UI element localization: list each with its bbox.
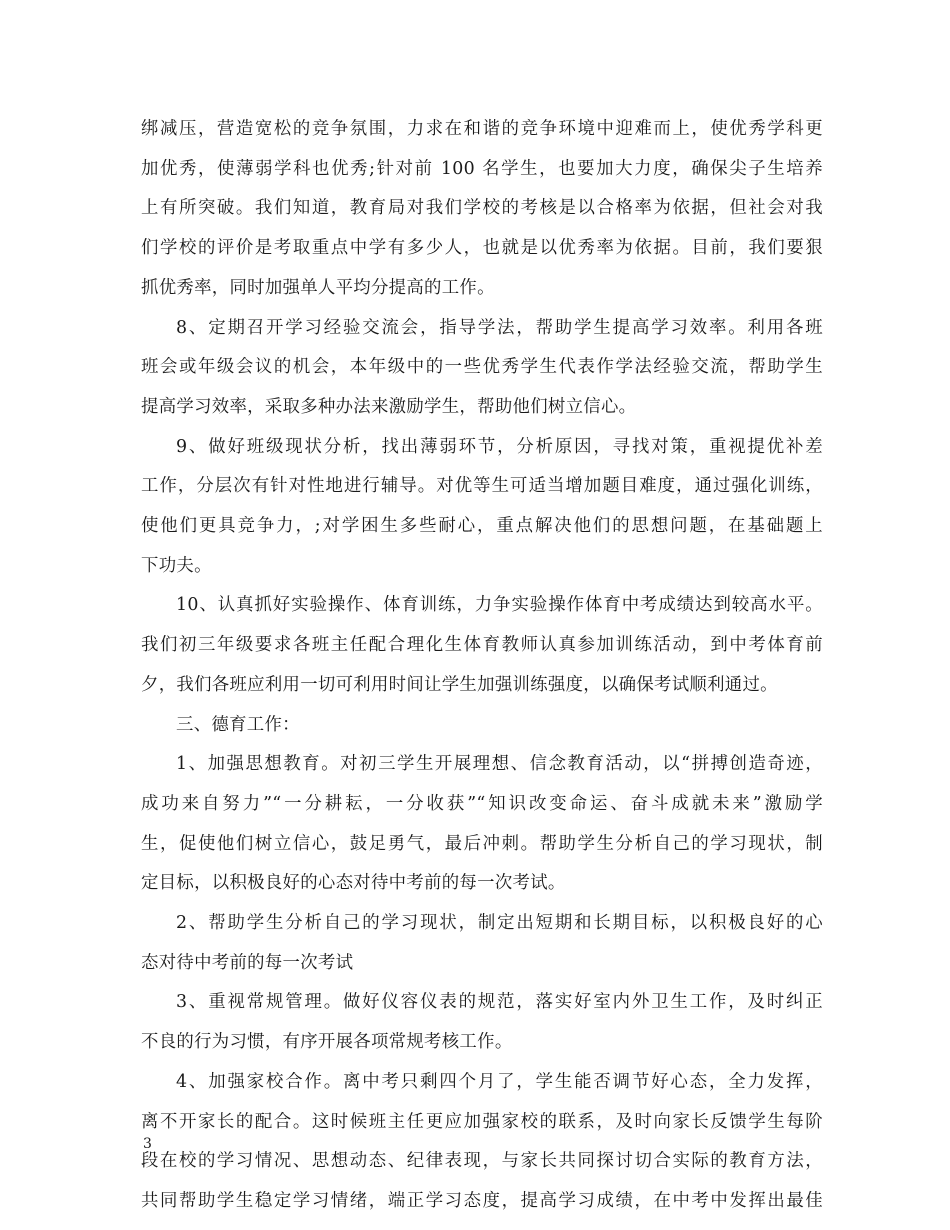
text-line: 10、认真抓好实验操作、体育训练，力争实验操作体育中考成绩达到较高水平。 [176, 595, 823, 616]
text-line: 定目标，以积极良好的心态对待中考前的每一次考试。 [141, 873, 566, 894]
paragraph [141, 428, 823, 587]
text-line: 段在校的学习情况、思想动态、纪律表现，与家长共同探讨切合实际的教育方法， [141, 1151, 823, 1172]
text-line: 们学校的评价是考取重点中学有多少人，也就是以优秀率为依据。目前，我们要狠 [141, 238, 823, 259]
text-line: 三、德育工作： [176, 714, 300, 735]
document-body [141, 110, 823, 1222]
page-number: 3 [143, 1136, 152, 1152]
text-line: 态对待中考前的每一次考试 [141, 952, 354, 973]
text-line: 1、加强思想教育。对初三学生开展理想、信念教育活动，以“拼搏创造奇迹， [176, 754, 823, 775]
paragraph [141, 904, 823, 983]
text-line: 2、帮助学生分析自己的学习现状，制定出短期和长期目标，以积极良好的心 [176, 913, 823, 934]
text-line: 下功夫。 [141, 555, 212, 576]
text-line: 生，促使他们树立信心，鼓足勇气，最后冲刺。帮助学生分析自己的学习现状，制 [141, 833, 823, 854]
text-line: 不良的行为习惯，有序开展各项常规考核工作。 [141, 1032, 513, 1053]
paragraph [141, 745, 823, 904]
text-line: 4、加强家校合作。离中考只剩四个月了，学生能否调节好心态，全力发挥， [176, 1071, 823, 1092]
paragraph [141, 586, 823, 705]
text-line: 离不开家长的配合。这时候班主任更应加强家校的联系，及时向家长反馈学生每阶 [141, 1111, 823, 1132]
paragraph [141, 706, 823, 746]
text-line: 共同帮助学生稳定学习情绪，端正学习态度，提高学习成绩，在中考中发挥出最佳 [141, 1190, 823, 1211]
text-line: 我们初三年级要求各班主任配合理化生体育教师认真参加训练活动，到中考体育前 [141, 635, 823, 656]
paragraph [141, 983, 823, 1062]
paragraph [141, 110, 823, 309]
text-line: 工作，分层次有针对性地进行辅导。对优等生可适当增加题目难度，通过强化训练， [141, 476, 823, 497]
text-line: 夕，我们各班应利用一切可利用时间让学生加强训练强度，以确保考试顺利通过。 [141, 674, 778, 695]
text-line: 上有所突破。我们知道，教育局对我们学校的考核是以合格率为依据，但社会对我 [141, 198, 823, 219]
paragraph [141, 1063, 823, 1222]
text-line: 绑减压，营造宽松的竞争氛围，力求在和谐的竞争环境中迎难而上，使优秀学科更 [141, 119, 823, 139]
text-line: 加优秀，使薄弱学科也优秀;针对前 100 名学生，也要加大力度，确保尖子生培养 [141, 158, 823, 179]
text-line: 抓优秀率，同时加强单人平均分提高的工作。 [141, 277, 495, 298]
text-line: 3、重视常规管理。做好仪容仪表的规范，落实好室内外卫生工作，及时纠正 [176, 992, 823, 1013]
paragraph [141, 309, 823, 428]
text-line: 班会或年级会议的机会，本年级中的一些优秀学生代表作学法经验交流，帮助学生 [141, 357, 823, 378]
text-line: 使他们更具竞争力，;对学困生多些耐心，重点解决他们的思想问题，在基础题上 [141, 516, 823, 537]
text-line: 提高学习效率，采取多种办法来激励学生，帮助他们树立信心。 [141, 396, 637, 417]
text-line: 8、定期召开学习经验交流会，指导学法，帮助学生提高学习效率。利用各班 [176, 317, 823, 338]
text-line: 9、做好班级现状分析，找出薄弱环节，分析原因，寻找对策，重视提优补差 [176, 436, 823, 457]
text-line: 成功来自努力”“一分耕耘，一分收获”“知识改变命运、奋斗成就未来”激励学 [141, 793, 823, 814]
